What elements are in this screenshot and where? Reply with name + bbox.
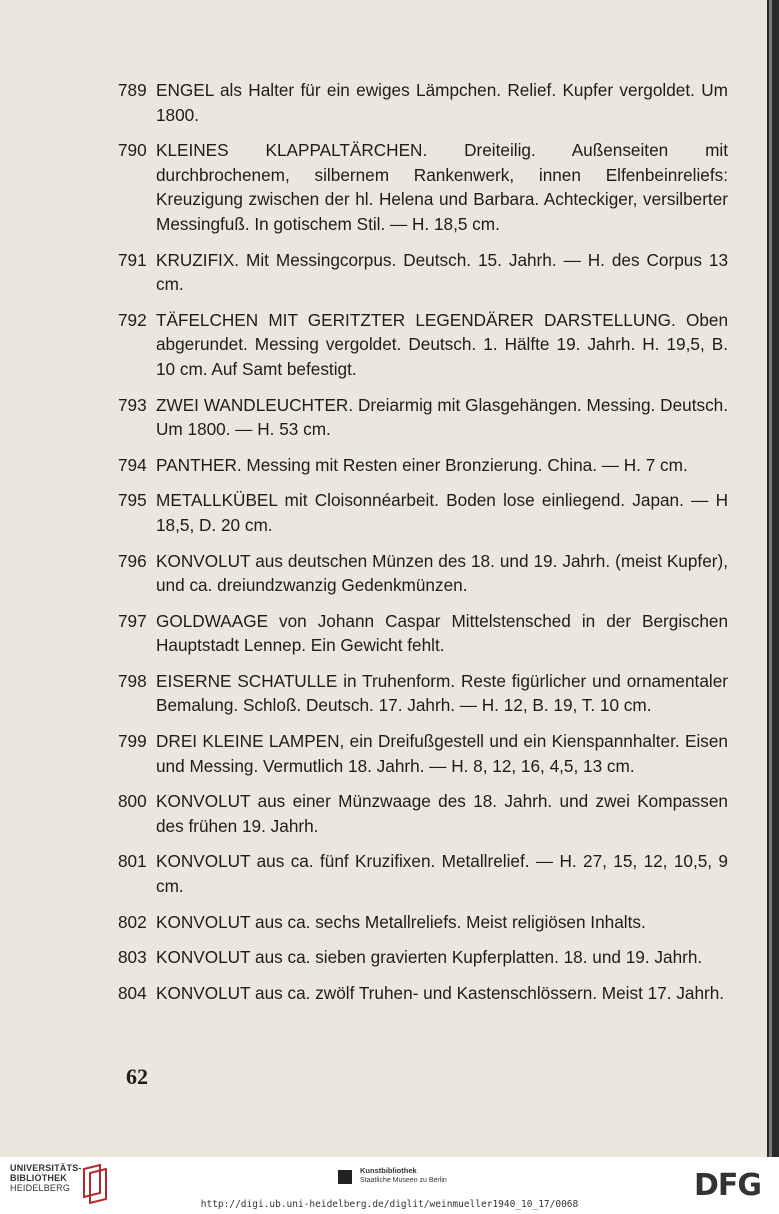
entry-number: 800 [118, 791, 147, 812]
entry-text: KLEINES KLAPPALTÄRCHEN. Dreiteilig. Außenseiten mit durchbrochenem, silbernem Rankenwerk, innen Elfenbeinreliefs: Kreuzigung zwischen der hl. Helena und Barbara. Achteckiger, versilberter Messingfuß. In gotischem Stil. — H. 18,5 cm. [156, 140, 728, 234]
kb-subtitle: Staatliche Museen zu Berlin [360, 1177, 447, 1184]
catalog-entry [118, 549, 728, 598]
permalink-url[interactable]: http://digi.ub.uni-heidelberg.de/diglit/weinmueller1940_10_17/0068 [200, 1199, 579, 1210]
dfg-logo[interactable]: DFG [694, 1168, 762, 1203]
entry-number: 795 [118, 490, 147, 511]
catalog-entry [118, 849, 728, 898]
entry-number: 793 [118, 394, 147, 415]
catalog-entry [118, 393, 728, 442]
entry-text: PANTHER. Messing mit Resten einer Bronzierung. China. — H. 7 cm. [156, 454, 688, 475]
entry-text: DREI KLEINE LAMPEN, ein Dreifußgestell und ein Kienspannhalter. Eisen und Messing. Vermutlich 18. Jahrh. — H. 8, 12, 16, 4,5, 13 cm. [156, 731, 728, 776]
catalog-entry [118, 669, 728, 718]
entry-number: 797 [118, 610, 147, 631]
entry-text: KONVOLUT aus einer Münzwaage des 18. Jahrh. und zwei Kompassen des frühen 19. Jahrh. [156, 791, 728, 836]
uni-logo-line: UNIVERSITÄTS- [10, 1163, 82, 1173]
catalog-entry [118, 453, 728, 478]
kb-title: Kunstbibliothek [360, 1166, 417, 1175]
catalog-entry [118, 981, 728, 1006]
entry-text: KONVOLUT aus ca. sieben gravierten Kupferplatten. 18. und 19. Jahrh. [156, 947, 703, 968]
catalog-entry [118, 729, 728, 778]
uni-logo-line: BIBLIOTHEK [10, 1173, 67, 1183]
entry-text: KONVOLUT aus ca. fünf Kruzifixen. Metallrelief. — H. 27, 15, 12, 10,5, 9 cm. [156, 851, 728, 897]
entry-number: 791 [118, 249, 147, 270]
entry-text: ENGEL als Halter für ein ewiges Lämpchen. Relief. Kupfer vergoldet. Um 1800. [156, 80, 728, 125]
catalog-entry [118, 910, 728, 935]
page-number: 62 [126, 1064, 148, 1089]
catalog-entry [118, 488, 728, 537]
page-edge-inner [769, 0, 772, 1157]
entry-text: GOLDWAAGE von Johann Caspar Mittelstensched in der Bergischen Hauptstadt Lennep. Ein Gewicht fehlt. [156, 610, 728, 656]
uni-logo-line: HEIDELBERG [10, 1183, 71, 1193]
entry-text: TÄFELCHEN MIT GERITZTER LEGENDÄRER DARSTELLUNG. Oben abgerundet. Messing vergoldet. Deutsch. 1. Hälfte 19. Jahrh. H. 19,5, B. 10 cm. Auf Samt befestigt. [156, 309, 728, 379]
entry-text: EISERNE SCHATULLE in Truhenform. Reste figürlicher und ornamentaler Bemalung. Schloß. Deutsch. 17. Jahrh. — H. 12, B. 19, T. 10 cm. [156, 670, 728, 716]
entry-number: 790 [118, 140, 147, 161]
entry-text: KONVOLUT aus deutschen Münzen des 18. und 19. Jahrh. (meist Kupfer), und ca. dreiundzwanzig Gedenkmünzen. [156, 550, 728, 596]
entry-number: 803 [118, 947, 147, 968]
entry-number: 794 [118, 454, 147, 475]
kunstbibliothek-logo-icon [338, 1170, 352, 1184]
entry-text: KONVOLUT aus ca. zwölf Truhen- und Kastenschlössern. Meist 17. Jahrh. [156, 982, 725, 1003]
entry-text: KRUZIFIX. Mit Messingcorpus. Deutsch. 15. Jahrh. — H. des Corpus 13 cm. [156, 249, 728, 295]
entry-text: METALLKÜBEL mit Cloisonnéarbeit. Boden lose einliegend. Japan. — H 18,5, D. 20 cm. [156, 490, 728, 535]
catalog-entry [118, 78, 728, 127]
kunstbibliothek-logo[interactable] [360, 1166, 447, 1185]
catalog-entry [118, 789, 728, 838]
entry-number: 801 [118, 851, 147, 872]
entry-number: 796 [118, 550, 147, 571]
catalog-entries [118, 78, 728, 1016]
catalog-entry [118, 138, 728, 236]
catalog-entry [118, 248, 728, 297]
uni-library-logo[interactable] [10, 1163, 80, 1193]
entry-text: KONVOLUT aus ca. sechs Metallreliefs. Meist religiösen Inhalts. [156, 911, 646, 932]
catalog-entry [118, 609, 728, 658]
entry-number: 799 [118, 731, 147, 752]
entry-text: ZWEI WANDLEUCHTER. Dreiarmig mit Glasgehängen. Messing. Deutsch. Um 1800. — H. 53 cm. [156, 394, 728, 440]
entry-number: 789 [118, 80, 147, 100]
catalog-entry [118, 308, 728, 382]
entry-number: 798 [118, 670, 147, 691]
entry-number: 804 [118, 982, 147, 1003]
catalog-entry [118, 945, 728, 970]
entry-number: 802 [118, 911, 147, 932]
entry-number: 792 [118, 309, 147, 330]
